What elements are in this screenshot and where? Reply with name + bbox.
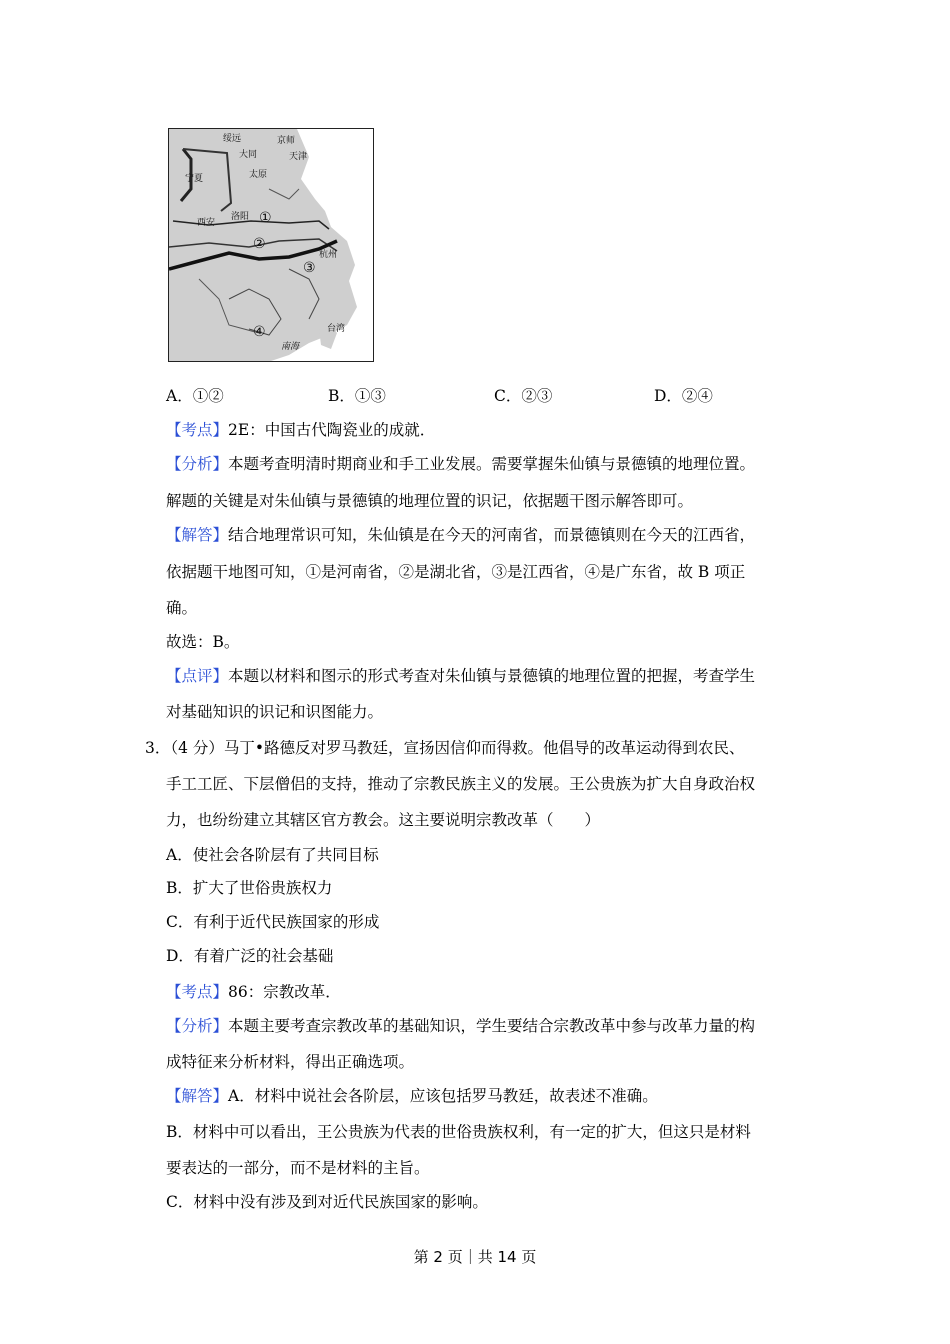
q3-stem-line2: 手工工匠、下层僧侣的支持，推动了宗教民族主义的发展。王公贵族为扩大自身政治权 bbox=[166, 775, 756, 793]
q2-answer: 故选：B。 bbox=[166, 633, 240, 651]
map-city-ningxia: 宁夏 bbox=[185, 174, 204, 184]
map-city-hangzhou: 杭州 bbox=[319, 250, 338, 260]
q3-option-a: A．使社会各阶层有了共同目标 bbox=[166, 846, 379, 864]
q2-option-c: C．②③ bbox=[494, 387, 553, 405]
q3-jieda: 【解答】A．材料中说社会各阶层，应该包括罗马教廷，故表述不准确。 bbox=[166, 1087, 658, 1105]
q2-fenxi-line2: 解题的关键是对朱仙镇与景德镇的地理位置的识记，依据题干图示解答即可。 bbox=[166, 492, 694, 510]
q3-fenxi-line2: 成特征来分析材料，得出正确选项。 bbox=[166, 1053, 415, 1071]
map-marker-1: ① bbox=[259, 210, 272, 226]
q3-jieda-line3: 要表达的一部分，而不是材料的主旨。 bbox=[166, 1159, 430, 1177]
map-figure bbox=[168, 128, 374, 362]
map-city-taiyuan: 太原 bbox=[249, 170, 268, 180]
q2-option-d: D．②④ bbox=[654, 387, 713, 405]
map-city-jingshi: 京师 bbox=[277, 136, 296, 146]
q2-dianping-line2: 对基础知识的识记和识图能力。 bbox=[166, 703, 384, 721]
q2-option-a: A．①② bbox=[166, 387, 224, 405]
q3-option-c: C．有利于近代民族国家的形成 bbox=[166, 913, 380, 931]
map-marker-2: ② bbox=[253, 236, 266, 252]
q2-fenxi: 【分析】本题考查明清时期商业和手工业发展。需要掌握朱仙镇与景德镇的地理位置。 bbox=[166, 455, 756, 473]
map-city-xian: 西安 bbox=[197, 218, 216, 228]
q3-stem-line3: 力，也纷纷建立其辖区官方教会。这主要说明宗教改革（ ） bbox=[166, 811, 601, 829]
q3-jieda-line4: C．材料中没有涉及到对近代民族国家的影响。 bbox=[166, 1193, 488, 1211]
page-footer: 第 2 页｜共 14 页 bbox=[413, 1248, 537, 1266]
q3-option-b: B．扩大了世俗贵族权力 bbox=[166, 879, 333, 897]
map-city-tianjin: 天津 bbox=[289, 152, 308, 162]
q2-jieda: 【解答】结合地理常识可知，朱仙镇是在今天的河南省，而景德镇则在今天的江西省， bbox=[166, 526, 756, 544]
map-sea-nanhai: 南海 bbox=[281, 342, 300, 352]
map-marker-3: ③ bbox=[303, 260, 316, 276]
q3-fenxi: 【分析】本题主要考查宗教改革的基础知识，学生要结合宗教改革中参与改革力量的构 bbox=[166, 1017, 756, 1035]
q2-jieda-line2: 依据题干地图可知，①是河南省，②是湖北省，③是江西省，④是广东省，故 B 项正 bbox=[166, 563, 746, 581]
map-city-taiwan: 台湾 bbox=[327, 324, 346, 334]
q2-kaodian: 【考点】2E：中国古代陶瓷业的成就． bbox=[166, 421, 436, 439]
q2-option-b: B．①③ bbox=[328, 387, 386, 405]
q2-dianping: 【点评】本题以材料和图示的形式考查对朱仙镇与景德镇的地理位置的把握，考查学生 bbox=[166, 667, 756, 685]
q3-stem-line1: 3．（4 分）马丁•路德反对罗马教廷，宣扬因信仰而得救。他倡导的改革运动得到农民、 bbox=[145, 739, 745, 757]
q2-jieda-line3: 确。 bbox=[166, 599, 198, 617]
q3-option-d: D．有着广泛的社会基础 bbox=[166, 947, 334, 965]
map-city-suiyuan: 绥远 bbox=[223, 134, 242, 144]
map-city-luoyang: 洛阳 bbox=[231, 212, 250, 222]
map-marker-4: ④ bbox=[253, 324, 266, 340]
q3-jieda-line2: B．材料中可以看出，王公贵族为代表的世俗贵族权利，有一定的扩大，但这只是材料 bbox=[166, 1123, 751, 1141]
q3-kaodian: 【考点】86：宗教改革． bbox=[166, 983, 341, 1001]
map-city-datong: 大同 bbox=[239, 150, 258, 160]
